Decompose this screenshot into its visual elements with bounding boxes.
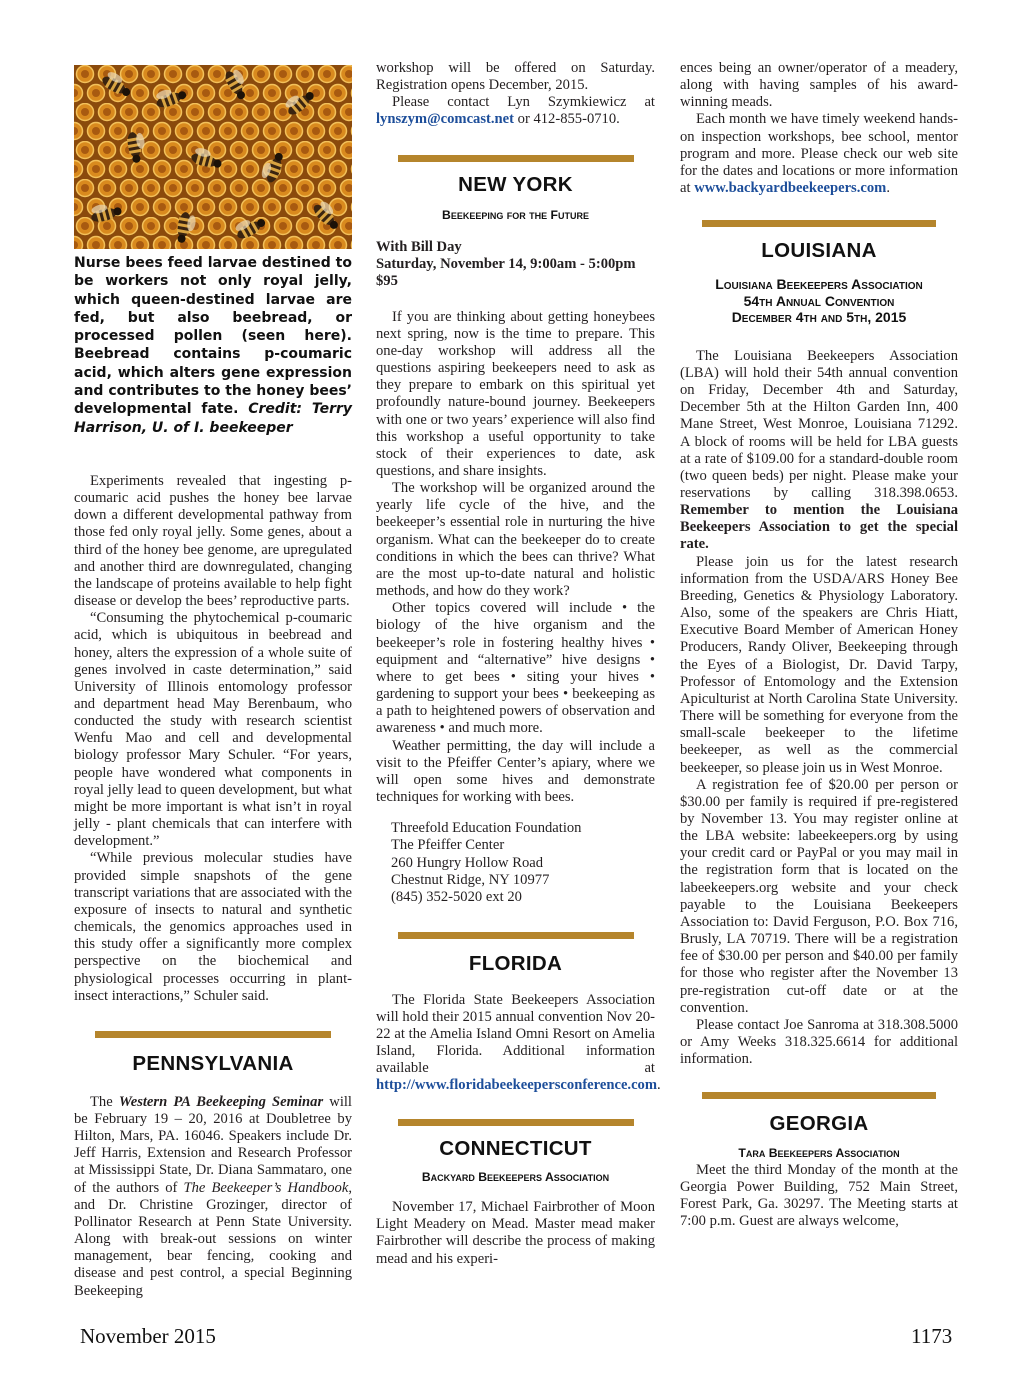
- event-date: Saturday, November 14, 9:00am - 5:00pm: [376, 256, 636, 273]
- paragraph: A registration fee of $20.00 per person or $30.00 per family is required if pre-registered by November 13. You may register online at the LBA website: labeekeepers.org by using your credit card or PayPal or you may mail in the registration form that is located on the labeekeepers.org website and your check payable to the Louisiana Beekeepers Association to: David Ferguson, P.O. Box 716, Brusly, LA 70719. There will be a registration fee of $30.00 per person and $40.00 per family for those who register after the November 13 pre-registration cut-off date or at the convention.: [680, 776, 958, 1016]
- paragraph: The Florida State Beekeepers Association will hold their 2015 annual convention Nov 20-22 at the Amelia Island Omni Resort on Amelia Island, Florida. Additional information available at http://www.floridabeekeepersconference.com.: [376, 991, 661, 1094]
- section-title-connecticut: CONNECTICUT: [439, 1136, 592, 1160]
- section-divider: [702, 220, 936, 227]
- event-speaker: With Bill Day: [376, 239, 462, 256]
- section-divider: [95, 1031, 331, 1038]
- address-line: 260 Hungry Hollow Road: [391, 854, 544, 871]
- event-price: $95: [376, 273, 398, 290]
- section-subtitle: Tara Beekeepers Association: [738, 1146, 900, 1161]
- paragraph: Experiments revealed that ingesting p-coumaric acid pushes the honey bee larvae down a different developmental pathway from those fed only royal jelly. Some genes, about a third of the honey bee genome, are upregulated and another third are downregulated, changing the landscape of proteins available to help fight disease or develop the bees’ reproductive parts.: [74, 472, 352, 610]
- column-3: [680, 60, 958, 1230]
- paragraph: Weather permitting, the day will include a visit to the Pfeiffer Center’s apiary, where we will open some hives and demonstrate techniques for working with bees.: [376, 737, 655, 805]
- email-link[interactable]: lynszym@comcast.net: [376, 111, 514, 128]
- photo-credit: Credit: Terry Harrison, U. of I. beekeeper: [74, 401, 353, 436]
- paragraph: ences being an owner/operator of a meadery, along with having samples of his award-winning meads.: [680, 60, 958, 111]
- paragraph: Meet the third Monday of the month at the Georgia Power Building, 752 Main Street, Forest Park, Ga. 30297. The Meeting starts at 7:00 p.m. Guest are always welcome,: [680, 1161, 958, 1230]
- address-line: The Pfeiffer Center: [391, 837, 505, 854]
- paragraph: Other topics covered will include • the biology of the hive organism and the beekeeper’s role in fostering healthy hives • equipment and “alternative” hive designs • where to get bees • siting your hives • gardening to support your bees • beekeeping as a path to heightened powers of observation and awareness • and much more.: [376, 600, 655, 737]
- address-block: [376, 820, 655, 906]
- paragraph: workshop will be offered on Saturday. Registration opens December, 2015.: [376, 60, 655, 94]
- section-title-pennsylvania: PENNSYLVANIA: [132, 1051, 294, 1075]
- paragraph: “Consuming the phytochemical p-coumaric acid, which is ubiquitous in beebread and honey, alters the expression of a whole suite of genes involved in caste determination,” said University of Illinois entomology professor and department head May Berenbaum, who conducted the study with research scientist Wenfu Mao and cell and developmental biology professor Mary Schuler. “For years, people have wondered what components in royal jelly lead to queen development, but what might be more important is what isn’t in royal jelly - plant chemicals that can interfere with development.”: [74, 610, 353, 850]
- paragraph: The Louisiana Beekeepers Association (LBA) will hold their 54th annual convention on Friday, December 4th and Saturday, December 5th at the Hilton Garden Inn, 400 Mane Street, West Monroe, Louisiana 71292. A block of rooms will be held for LBA guests at a rate of $109.00 for a standard-double room (two queen beds) per night. Please make your reservations by calling 318.398.0653. Remember to mention the Louisiana Beekeepers Association to get the special rate.: [680, 347, 958, 553]
- address-line: Threefold Education Foundation: [391, 820, 582, 837]
- section-title-florida: FLORIDA: [468, 951, 563, 975]
- florida-website-link[interactable]: http://www.floridabeekeepersconference.com: [376, 1077, 658, 1094]
- section-divider: [702, 1092, 936, 1099]
- backyard-website-link[interactable]: www.backyardbeekeepers.com: [694, 180, 887, 197]
- section-subtitle: Beekeeping for the Future: [442, 207, 589, 222]
- section-subtitle: Backyard Beekeepers Association: [421, 1169, 610, 1184]
- footer-date: November 2015: [80, 1324, 216, 1348]
- section-divider: [398, 155, 634, 162]
- subtitle-line: Louisiana Beekeepers Association: [715, 276, 923, 293]
- section-divider: [398, 1119, 634, 1126]
- section-divider: [398, 932, 634, 939]
- section-title-new-york: NEW YORK: [458, 172, 573, 196]
- paragraph: November 17, Michael Fairbrother of Moon Light Meadery on Mead. Master mead maker Fairbrother will describe the process of making mead and his experi-: [376, 1199, 655, 1267]
- paragraph: The Western PA Beekeeping Seminar will be February 19 – 20, 2016 at Doubletree by Hilton, Mars, PA. 16046. Speakers include Dr. Jeff Harris, Extension and Research Professor at Mississippi State, Dr. Diana Sammataro, one of the authors of The Beekeeper’s Handbook, and Dr. Christine Grozinger, director of Pollinator Research at Penn State University. Along with break-out sessions on winter management, bear fencing, cooking and disease and pest control, a special Beginning Beekeeping: [74, 1093, 352, 1299]
- paragraph: If you are thinking about getting honeybees next spring, now is the time to prepare. This one-day workshop will address all the questions aspiring beekeepers need to ask as they prepare to embark on this spiritual yet profoundly nature-bound journey. Beekeepers with one or two years’ experience will also find this workshop a useful opportunity to take stock of their experiences to date, ask questions, and share insights.: [376, 308, 655, 479]
- paragraph: Please join us for the latest research information from the USDA/ARS Honey Bee Breeding, Genetics & Physiology Laboratory. Also, some of the speakers are Chris Hiatt, Executive Board Member of American Honey Producers, Randy Oliver, Beekeeping through the Eyes of a Biologist, Dr. David Tarpy, Professor of Entomology and the Extension Apiculturist at North Carolina State University. There will be something for everyone from the small-scale beekeeper to the lifetime beekeeper, as well as the commercial beekeeper, so please join us in West Monroe.: [680, 553, 958, 776]
- subtitle-line: December 4th and 5th, 2015: [731, 309, 907, 326]
- section-subtitle: [680, 276, 958, 326]
- subtitle-line: 54th Annual Convention: [743, 292, 895, 309]
- paragraph: Each month we have timely weekend hands-on inspection workshops, bee school, mentor program and more. Please check our web site for the dates and locations or more information at www.backyardbeekeepers.com.: [680, 111, 958, 197]
- paragraph: The workshop will be organized around the yearly life cycle of the hive, and the beekeeper’s essential role in nurturing the hive organism. What can the beekeeper do to create conditions in which the bees can thrive? What are the most up-to-date natural and holistic methods, and how do they work?: [376, 480, 655, 600]
- section-title-georgia: GEORGIA: [769, 1112, 869, 1136]
- photo-caption: Nurse bees feed larvae destined to be workers not only royal jelly, which queen-destined larvae are fed, but also beebread, or processed pollen (seen here). Beebread contains p-coumaric acid, which alters gene expression and contributes to the honey bees’ developmental fate. Credit: Terry Harrison, U. of I. beekeeper: [74, 255, 353, 436]
- page-number: 1173: [911, 1324, 953, 1348]
- paragraph: “While previous molecular studies have provided simple snapshots of the gene transcript variations that are associated with the exposure of insects to natural and synthetic chemicals, the genomics approaches used in this study offer a significantly more complex perspective on the biochemical and physiological processes occurring in plant-insect interactions,” Schuler said.: [74, 850, 352, 1004]
- paragraph: Please contact Lyn Szymkiewicz at lynszym@comcast.net or 412-855-0710.: [376, 94, 655, 128]
- paragraph: Please contact Joe Sanroma at 318.308.5000 or Amy Weeks 318.325.6614 for additional information.: [680, 1016, 958, 1068]
- column-1: [74, 60, 352, 1300]
- address-line: Chestnut Ridge, NY 10977: [391, 872, 550, 889]
- column-2: [376, 60, 661, 1268]
- honeycomb-bees-photo: [74, 65, 352, 249]
- section-title-louisiana: LOUISIANA: [761, 239, 877, 263]
- address-line: (845) 352-5020 ext 20: [391, 889, 522, 906]
